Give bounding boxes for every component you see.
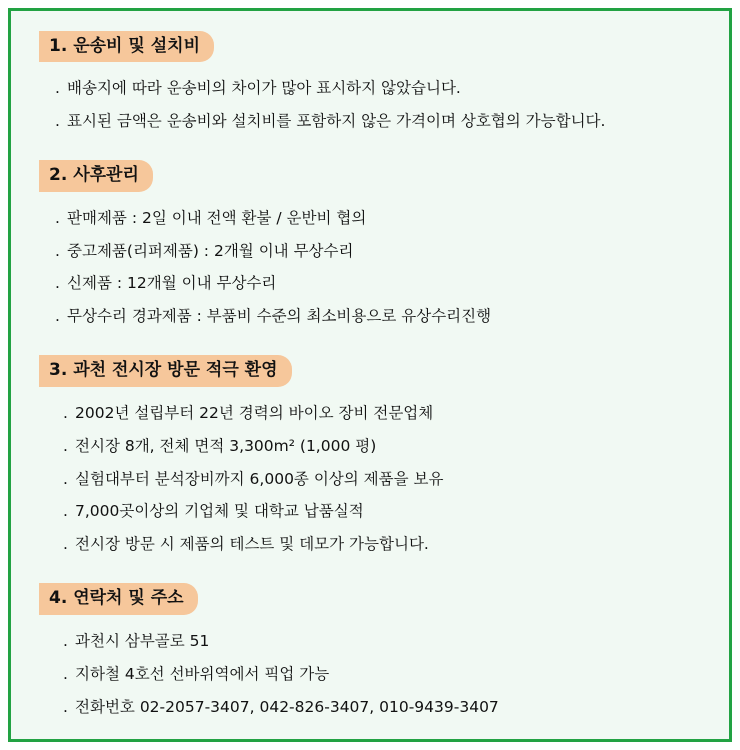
section-contact-address bbox=[29, 583, 711, 723]
bullet-icon: . bbox=[63, 502, 68, 521]
list-item-text: 전시장 8개, 전체 면적 3,300m² (1,000 평) bbox=[75, 436, 377, 455]
list-item bbox=[63, 495, 711, 528]
list-item-text: 지하철 4호선 선바위역에서 픽업 가능 bbox=[75, 664, 330, 683]
bullet-icon: . bbox=[55, 79, 60, 98]
section-item-list bbox=[29, 202, 711, 334]
section-after-service bbox=[29, 160, 711, 333]
bullet-icon: . bbox=[55, 274, 60, 293]
list-item-text: 판매제품 : 2일 이내 전액 환불 / 운반비 협의 bbox=[67, 208, 367, 227]
section-item-list bbox=[29, 397, 711, 562]
bullet-icon: . bbox=[63, 436, 68, 455]
list-item bbox=[55, 72, 711, 105]
section-item-list bbox=[29, 72, 711, 138]
bullet-icon: . bbox=[63, 664, 68, 683]
section-shipping-installation bbox=[29, 31, 711, 138]
list-item-text: 전시장 방문 시 제품의 테스트 및 데모가 가능합니다. bbox=[75, 535, 429, 554]
bullet-icon: . bbox=[63, 403, 68, 422]
list-item-text: 배송지에 따라 운송비의 차이가 많아 표시하지 않았습니다. bbox=[67, 79, 461, 98]
list-item-text: 2002년 설립부터 22년 경력의 바이오 장비 전문업체 bbox=[75, 403, 434, 422]
bullet-icon: . bbox=[63, 469, 68, 488]
list-item-text: 과천시 삼부골로 51 bbox=[75, 631, 210, 650]
section-showroom-visit bbox=[29, 355, 711, 561]
bullet-icon: . bbox=[63, 697, 68, 716]
list-item bbox=[63, 691, 711, 724]
list-item-text: 실험대부터 분석장비까지 6,000종 이상의 제품을 보유 bbox=[75, 469, 444, 488]
bullet-icon: . bbox=[55, 307, 60, 326]
list-item-text: 표시된 금액은 운송비와 설치비를 포함하지 않은 가격이며 상호협의 가능합니다. bbox=[67, 112, 606, 131]
list-item-text: 7,000곳이상의 기업체 및 대학교 납품실적 bbox=[75, 502, 364, 521]
bullet-icon: . bbox=[63, 535, 68, 554]
section-heading: 4. 연락처 및 주소 bbox=[39, 583, 198, 614]
list-item bbox=[63, 658, 711, 691]
list-item bbox=[55, 202, 711, 235]
list-item bbox=[63, 528, 711, 561]
list-item-text: 중고제품(리퍼제품) : 2개월 이내 무상수리 bbox=[67, 241, 354, 260]
list-item bbox=[55, 300, 711, 333]
list-item bbox=[55, 235, 711, 268]
bullet-icon: . bbox=[63, 631, 68, 650]
info-card bbox=[8, 8, 732, 742]
list-item bbox=[63, 397, 711, 430]
section-heading: 2. 사후관리 bbox=[39, 160, 153, 191]
list-item bbox=[63, 625, 711, 658]
bullet-icon: . bbox=[55, 208, 60, 227]
section-heading: 1. 운송비 및 설치비 bbox=[39, 31, 214, 62]
section-heading: 3. 과천 전시장 방문 적극 환영 bbox=[39, 355, 292, 386]
bullet-icon: . bbox=[55, 241, 60, 260]
list-item bbox=[55, 105, 711, 138]
list-item-text: 무상수리 경과제품 : 부품비 수준의 최소비용으로 유상수리진행 bbox=[67, 307, 492, 326]
section-item-list bbox=[29, 625, 711, 724]
list-item-text: 전화번호 02-2057-3407, 042-826-3407, 010-9439-3407 bbox=[75, 697, 499, 716]
list-item bbox=[63, 463, 711, 496]
list-item bbox=[55, 267, 711, 300]
bullet-icon: . bbox=[55, 112, 60, 131]
list-item-text: 신제품 : 12개월 이내 무상수리 bbox=[67, 274, 277, 293]
list-item bbox=[63, 430, 711, 463]
